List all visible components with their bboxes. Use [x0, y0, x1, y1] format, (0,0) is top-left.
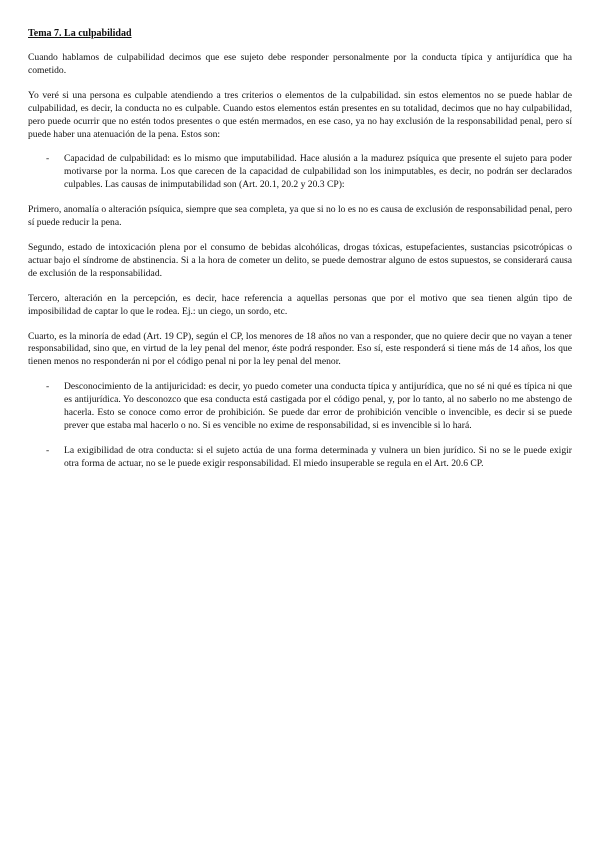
bullet-capacidad-culpabilidad — [28, 153, 572, 192]
paragraph-cuarto: Cuarto, es la minoría de edad (Art. 19 CP), según el CP, los menores de 18 años no van a responder, que no quiere decir que no vayan a tener responsabilidad, sino que, en virtud de la ley penal del menor, éste podrá responder. Eso sí, este responderá si tiene más de 14 años, los que tienen menos no responderán ni por el código penal ni por la ley penal del menor. — [28, 330, 572, 368]
paragraph-tercero: Tercero, alteración en la percepción, es decir, hace referencia a aquellas personas que por el motivo que sea tienen algún tipo de imposibilidad de captar lo que le rodea. Ej.: un ciego, un sordo, etc. — [28, 292, 572, 317]
bullet-text: Desconocimiento de la antijuricidad: es decir, yo puedo cometer una conducta típica y antijurídica, que no sé ni qué es típica ni que es antijurídica. Yo desconozco que esa conducta está castigada por el código penal, y, por lo tanto, al no saberlo no me abstengo de hacerla. Esto se conoce como error de prohibición. Se puede dar error de prohibición vencible o invencible, es decir si se puede prever que estaba mal hacerlo o no. Si es vencible no exime de responsabilidad, si es invencible si lo hará. — [64, 381, 572, 431]
document-title: Tema 7. La culpabilidad — [28, 28, 132, 39]
paragraph-primero: Primero, anomalía o alteración psíquica, siempre que sea completa, ya que si no lo es no es causa de exclusión de responsabilidad penal, pero sí puede reducir la pena. — [28, 204, 572, 229]
bullet-dash: - — [46, 444, 50, 456]
bullet-exigibilidad-otra-conducta — [28, 445, 572, 471]
paragraph-segundo: Segundo, estado de intoxicación plena por el consumo de bebidas alcohólicas, drogas tóxicas, estupefacientes, sustancias psicotrópicas o actuar bajo el síndrome de abstinencia. Si a la hora de cometer un delito, se puede demostrar alguno de estos supuestos, se considerará causa de exclusión de la responsabilidad. — [28, 241, 572, 279]
bullet-text: Capacidad de culpabilidad: es lo mismo que imputabilidad. Hace alusión a la madurez psíquica que presente el sujeto para poder motivarse por la norma. Los que carecen de la capacidad de culpabilidad son los inimputables, es decir, no podrán ser declarados culpables. Las causas de inimputabilidad son (Art. 20.1, 20.2 y 20.3 CP): — [64, 153, 572, 191]
bullet-dash: - — [46, 153, 50, 165]
paragraph-definition: Cuando hablamos de culpabilidad decimos que ese sujeto debe responder personalmente por la conducta típica y antijurídica que ha cometido. — [28, 52, 572, 76]
bullet-desconocimiento-antijuricidad — [28, 381, 572, 433]
bullet-dash: - — [46, 381, 50, 393]
criteria-list-2 — [28, 381, 572, 470]
criteria-list-1 — [28, 153, 572, 192]
paragraph-criteria: Yo veré si una persona es culpable atendiendo a tres criterios o elementos de la culpabilidad. sin estos elementos no se puede hablar de culpabilidad, es decir, la conducta no es culpable. Cuando estos elementos están presentes en su totalidad, decimos que no hay culpabilidad, pero puede ocurrir que no estén todos presentes o que estén mermados, en ese caso, ya no hay exclusión de la responsabilidad penal, pero sí puede haber una atenuación de la pena. Estos son: — [28, 89, 572, 140]
document-page — [28, 27, 572, 483]
bullet-text: La exigibilidad de otra conducta: si el sujeto actúa de una forma determinada y vulnera un bien jurídico. Si no se le puede exigir otra forma de actuar, no se le puede exigir responsabilidad. El miedo insuperable se regula en el Art. 20.6 CP. — [64, 444, 572, 469]
